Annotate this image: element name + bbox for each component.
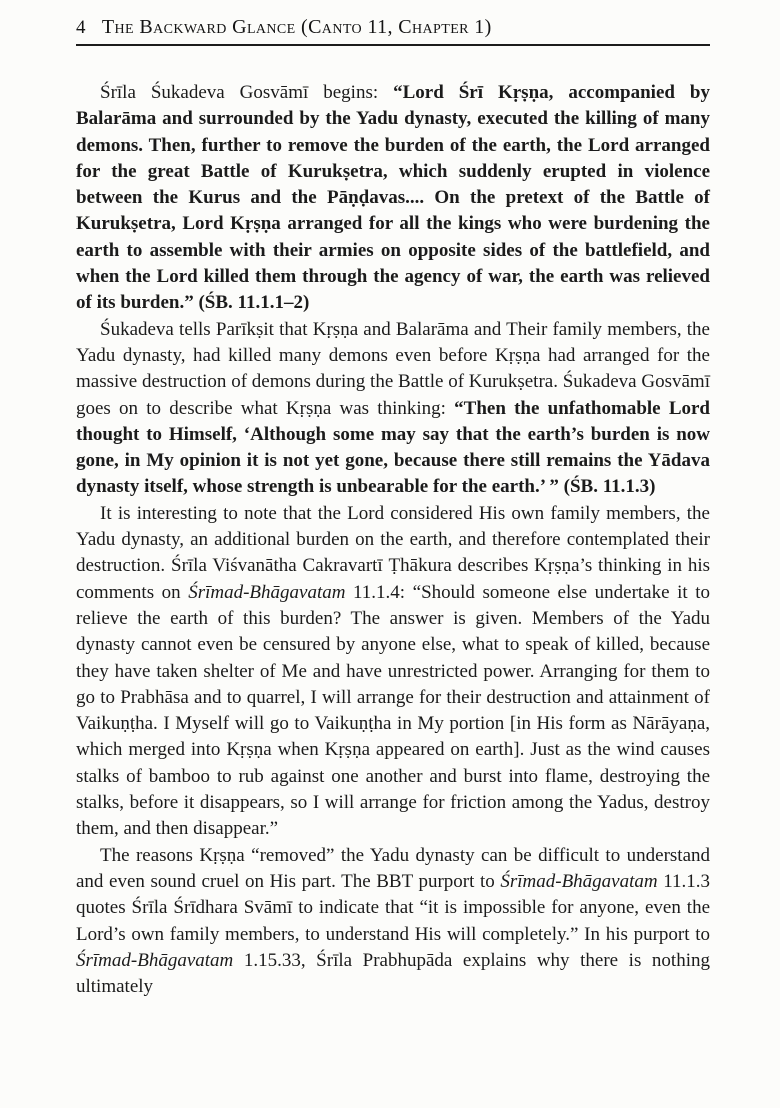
body-text [76,80,710,1000]
text-run: It is interesting to note that the Lord considered His own family members, the Yadu dynasty, an additional burden on the earth, and therefore contemplated their destruction. Śrīla Viśvanātha Cakravartī Ṭhākura describes Kṛṣṇa’s thinking in his comments on [76,502,710,603]
text-run: Śrīmad-Bhāgavatam [76,949,234,971]
paragraph [76,80,710,317]
header-rule [76,44,710,46]
paragraph [76,501,710,843]
text-run: Śrīmad-Bhāgavatam [500,870,658,892]
text-run: “Then the unfathomable Lord thought to Himself, ‘Although some may say that the earth’s burden is now gone, in My opinion it is not yet gone, because there still remains the Yādava dynasty itself, whose strength is unbearable for the earth.’ ” (ŚB. 11.1.3) [76,397,710,498]
text-run: 11.1.4: “Should someone else undertake it to relieve the earth of this burden? The answer is given. Members of the Yadu dynasty cannot even be censured by anyone else, what to speak of killed, because they have taken shelter of Me and have unrestricted power. Arranging for them to go to Prabhāsa and to quarrel, I will arrange for their destruction and attainment of Vaikuṇṭha. I Myself will go to Vaikuṇṭha in My portion [in His form as Nārāyaṇa, which merged into Kṛṣṇa when Kṛṣṇa appeared on earth]. Just as the wind causes stalks of bamboo to rub against one another and burst into flame, destroying the stalks, before it disappears, so I will arrange for friction among the Yadus, destroy them, and then disappear.” [76,581,710,840]
text-run: 11.1.3 quotes Śrīla Śrīdhara Svāmī to indicate that “it is impossible for anyone, even the Lord’s own family members, to understand His will completely.” In his purport to [76,870,710,945]
running-title: The Backward Glance (Canto 11, Chapter 1) [101,16,492,38]
page-number: 4 [76,17,86,38]
text-run: Śrīmad-Bhāgavatam [188,581,346,603]
text-run: Śrīla Śukadeva Gosvāmī begins: [100,82,394,103]
page-header [76,12,710,39]
text-run: 1.15.33, Śrīla Prabhupāda explains why there is nothing ultimately [76,949,710,998]
text-run: “Lord Śrī Kṛṣṇa, accompanied by Balarāma and surrounded by the Yadu dynasty, executed the killing of many demons. Then, further to remove the burden of the earth, the Lord arranged for the great Battle of Kurukṣetra, which suddenly erupted in violence between the Kurus and the Pāṇḍavas.... On the pretext of the Battle of Kurukṣetra, Lord Kṛṣṇa arranged for all the kings who were burdening the earth to assemble with their armies on opposite sides of the battlefield, and when the Lord killed them through the agency of war, the earth was relieved of its burden.” (ŚB. 11.1.1–2) [76,82,710,314]
text-run: Śukadeva tells Parīkṣit that Kṛṣṇa and Balarāma and Their family members, the Yadu dynasty, had killed many demons even before Kṛṣṇa had arranged for the massive destruction of demons during the Battle of Kurukṣetra. Śukadeva Gosvāmī goes on to describe what Kṛṣṇa was thinking: [76,318,710,419]
paragraph [76,317,710,501]
text-run: The reasons Kṛṣṇa “removed” the Yadu dynasty can be difficult to understand and even sound cruel on His part. The BBT purport to [76,844,710,892]
paragraph [76,843,710,1001]
